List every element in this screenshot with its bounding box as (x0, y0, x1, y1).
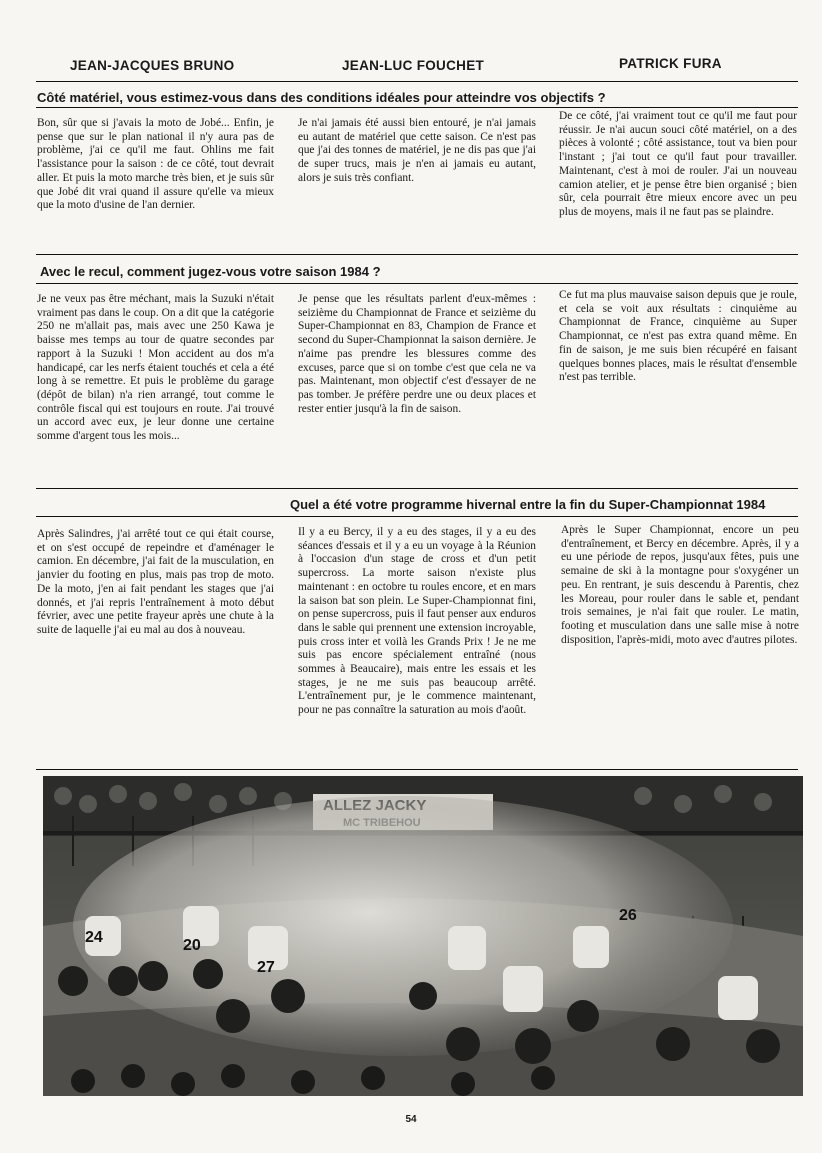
question-1: Côté matériel, vous estimez-vous dans des conditions idéales pour atteindre vos objectifs ? (37, 90, 606, 105)
answer-fura-2: Ce fut ma plus mauvaise saison depuis que je roule, et cela se voit aux résultats : cinquième au Championnat de France, cinquième au Super Championnat, ce n'est pas extra quand même. En fin de saison, je me suis bien récupéré en faisant quelques bonnes places, mais le résultat d'ensemble n'est pas terrible. (559, 289, 797, 384)
rule (36, 254, 798, 255)
answer-fouchet-1: Je n'ai jamais été aussi bien entouré, je n'ai jamais eu autant de matériel que cette saison. Ce n'est pas que j'ai des tonnes de matériel, je ne dis pas que j'ai de super trucs, mais je n'en ai jamais eu autant, alors je suis très confiant. (298, 117, 536, 184)
rider-number: 27 (257, 959, 275, 976)
name-fouchet: JEAN-LUC FOUCHET (342, 58, 485, 73)
answer-bruno-3: Après Salindres, j'ai arrêté tout ce qui était course, et on s'est occupé de repeindre et d'aménager le camion. En décembre, j'ai fait de la musculation, en janvier du footing en plus, mais pas trop de moto. De la moto, j'en ai fait pendant les stages que j'ai donnés, et j'ai repris l'entraînement à moto début février, avec une petite frayeur après une chute à la suite de laquelle j'ai eu mal au dos à nouveau. (37, 528, 274, 636)
rider-number: 26 (619, 907, 637, 924)
name-fura: PATRICK FURA (619, 56, 722, 71)
answer-bruno-2: Je ne veux pas être méchant, mais la Suzuki n'était vraiment pas dans le coup. On a dit que la catégorie 250 ne m'allait pas, mais avec une 250 Kawa je baisse mes temps au tour de quatre secondes par rapport à la Suzuki ! Mon accident au dos m'a handicapé, car les nerfs étaient touchés et cela a été long à se remettre. Et puis le problème du garage (dépôt de bilan) n'a rien arrangé, tout comme le contrôle fiscal qui est toujours en route. J'ai trouvé un accord avec eux, je leur donne une certaine somme d'argent tous les mois... (37, 293, 274, 443)
answer-fouchet-2: Je pense que les résultats parlent d'eux-mêmes : seizième du Championnat de France et seizième du Super-Championnat en 83, Champion de France et second du Super-Championnat la saison dernière. Je n'aime pas prendre les blessures comme des excuses, parce que si on tombe c'est que cela ne va pas. Maintenant, mon objectif c'est d'essayer de ne pas tomber. Je préfère perdre une ou deux places et rester entier jusqu'à la fin de saison. (298, 293, 536, 415)
motocross-race-image (43, 776, 803, 1096)
rule (36, 516, 798, 517)
rule (36, 107, 798, 108)
rider-number: 24 (85, 929, 103, 946)
rule (36, 488, 798, 489)
motocross-photo (43, 776, 803, 1096)
interviewee-names (40, 58, 800, 80)
rule (36, 81, 798, 82)
name-bruno: JEAN-JACQUES BRUNO (70, 58, 235, 73)
answer-fura-3: Après le Super Championnat, encore un peu d'entraînement, et Bercy en décembre. Après, il y a eu une période de repos, jusqu'aux fêtes, puis une semaine de ski à la montagne pour s'oxygéner un peu. En rentrant, je suis descendu à Parentis, chez les Moreau, pour rouler dans le sable et, pendant trois semaines, je n'ai fait que rouler. Le matin, footing et musculation dans une salle mise à notre disposition, l'après-midi, moto avec d'autres pilotes. (561, 524, 799, 646)
page-number: 54 (405, 1114, 417, 1125)
answer-fura-1: De ce côté, j'ai vraiment tout ce qu'il me faut pour réussir. Je n'ai aucun souci côté matériel, on a des pièces à volonté ; côté assistance, tout va bien pour l'instant ; j'ai tout ce qu'il faut pour travailler. Maintenant, c'est à moi de rouler. J'ai un nouveau camion atelier, et je pense être bien organisé ; bien sûr, cela pourrait être mieux encore avec un peu plus de moyens, mais il ne faut pas se plaindre. (559, 110, 797, 218)
answer-fouchet-3: Il y a eu Bercy, il y a eu des stages, il y a eu des séances d'essais et il y a eu un voyage à la Réunion à l'occasion d'un stage de cross et d'un petit supercross. La morte saison n'existe plus maintenant : en octobre tu roules encore, et en mars la saison bat son plein. Le Super-Championnat fini, on pense supercross, puis il faut penser aux enduros dans le sable qui prennent une extension incroyable, puis cross inter et voilà les Grands Prix ! Je ne me suis pas encore spécialement entraîné (nous sommes à Beaucaire), mais entre les essais et les stages, je ne me suis pas beaucoup arrêté. L'entraînement pur, je le commence maintenant, pour ne pas connaître la saturation au mois d'août. (298, 526, 536, 717)
question-2: Avec le recul, comment jugez-vous votre saison 1984 ? (40, 264, 381, 279)
rule (36, 283, 798, 284)
rule (36, 769, 798, 770)
answer-bruno-1: Bon, sûr que si j'avais la moto de Jobé... Enfin, je pense que sur le plan national il n'y aura pas de problème, j'ai ce qu'il me faut. Ohlins me fait l'assistance pour la saison : de ce côté, tout devrait aller. Et puis la moto marche très bien, et je suis sûr que Jobé dit vrai quand il assure qu'elle va mieux que la moto d'usine de l'an dernier. (37, 117, 274, 212)
rider-number: 20 (183, 937, 201, 954)
question-3: Quel a été votre programme hivernal entre la fin du Super-Championnat 1984 (290, 497, 766, 512)
